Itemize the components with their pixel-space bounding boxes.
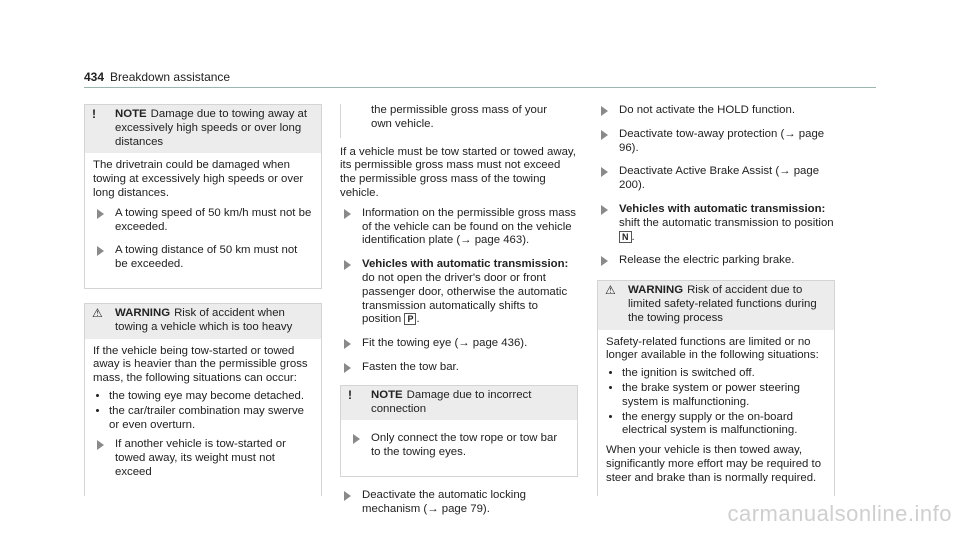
list-item: • the car/trailer combination may swerve or even overturn. (109, 405, 313, 433)
step-bold-label: Vehicles with automatic transmission: (619, 202, 826, 215)
column-3 (597, 104, 835, 496)
arrow-icon (344, 491, 351, 501)
intro-text: If a vehicle must be tow started or towed away, its permissible gross mass must not exceed the permissible gross mass of the towing vehicle. (340, 145, 576, 199)
instruction-step: Vehicles with automatic transmission: shift the automatic transmission to position N . (597, 203, 835, 244)
instruction-step (93, 438, 313, 479)
step-text: do not open the driver's door or front passenger door, otherwise the automatic transmission automatically shifts to position (362, 271, 568, 326)
warning-title: Risk of accident due to limited safety-related functions during the towing process (628, 284, 817, 324)
column-2 (340, 104, 578, 527)
warning-bullet-list (93, 390, 313, 432)
instruction-step: Vehicles with automatic transmission: do not open the driver's door or front passenger door, otherwise the automatic transmission automatically shifts to position P . (340, 258, 578, 327)
warning-triangle-icon: ⚠ (92, 305, 103, 320)
step-text: A towing speed of 50 km/h must not be exceeded. (115, 206, 312, 233)
column-1 (84, 104, 322, 496)
instruction-step (93, 244, 313, 272)
list-item: • the towing eye may become detached. (109, 390, 313, 404)
instruction-step (597, 165, 835, 193)
arrow-icon (97, 209, 104, 219)
step-text: Deactivate the automatic locking mechanism (→ page 79). (362, 488, 526, 515)
section-title: Breakdown assistance (110, 70, 231, 84)
warning-label: WARNING (628, 284, 684, 297)
arrow-icon (97, 440, 104, 450)
arrow-icon (601, 167, 608, 177)
arrow-icon (344, 209, 351, 219)
instruction-step (597, 104, 835, 118)
note-header (341, 386, 577, 421)
warning-title: Risk of accident when towing a vehicle which is too heavy (115, 306, 293, 333)
instruction-step (340, 489, 578, 517)
warning-label: WARNING (115, 306, 171, 319)
note-label: NOTE (371, 388, 403, 401)
exclamation-icon: ! (92, 107, 96, 121)
step-text: Deactivate Active Brake Assist (→ page 200). (619, 165, 820, 192)
list-item: • the energy supply or the on-board electrical system is malfunctioning. (622, 411, 826, 439)
warning-tail-text: When your vehicle is then towed away, significantly more effort may be required to steer and brake than is normally required. (606, 444, 822, 484)
continuation-text: the permissible gross mass of your own vehicle. (371, 104, 547, 130)
step-text: Information on the permissible gross mass of the vehicle can be found on the vehicle identification plate (→ page 463). (362, 206, 576, 247)
warning-continuation (340, 104, 578, 138)
warning-bullet-list (606, 367, 826, 438)
warning-header (85, 304, 321, 339)
warning-text: If the vehicle being tow-started or towed away is heavier than the permissible gross mass, the following situations can occur: (93, 344, 308, 385)
instruction-step (349, 432, 569, 460)
warning-body (598, 330, 834, 496)
watermark: carmanualsonline.info (727, 501, 952, 526)
step-text: A towing distance of 50 km must not be exceeded. (115, 244, 298, 271)
gear-position-p-icon: P (404, 313, 416, 325)
step-text: Deactivate tow-away protection (→ page 96). (619, 127, 825, 154)
instruction-step (597, 254, 835, 268)
gear-position-n-icon: N (619, 231, 632, 243)
note-body (341, 420, 577, 476)
note-label: NOTE (115, 108, 147, 120)
step-text: Fasten the tow bar. (362, 360, 459, 373)
arrow-icon (353, 434, 360, 444)
page-header (84, 70, 230, 84)
step-text: shift the automatic transmission to position (619, 216, 834, 229)
step-text: Release the electric parking brake. (619, 254, 795, 267)
arrow-icon (601, 256, 608, 266)
note-title: Damage due to towing away at excessively high speeds or over long distances (115, 108, 308, 148)
step-bold-label: Vehicles with automatic transmission: (362, 258, 569, 271)
instruction-step (340, 361, 578, 375)
arrow-icon (601, 205, 608, 215)
warning-box-heavy-vehicle (84, 303, 322, 496)
warning-triangle-icon: ⚠ (605, 283, 616, 298)
warning-header (598, 281, 834, 329)
step-text: Fit the towing eye (→ page 436). (362, 337, 528, 350)
instruction-step (597, 128, 835, 156)
arrow-icon (344, 339, 351, 349)
list-item: • the brake system or power steering system is malfunctioning. (622, 382, 826, 410)
step-text: If another vehicle is tow-started or towed away, its weight must not exceed (115, 438, 286, 478)
warning-body (85, 339, 321, 496)
warning-text: Safety-related functions are limited or no longer available in the following situations: (606, 335, 819, 362)
instruction-step (93, 207, 313, 235)
exclamation-icon: ! (348, 387, 352, 402)
arrow-icon (97, 246, 104, 256)
header-rule (84, 87, 876, 88)
step-text: Only connect the tow rope or tow bar to the towing eyes. (371, 432, 558, 459)
instruction-step (340, 207, 578, 248)
note-title: Damage due to incorrect connection (371, 388, 532, 415)
note-box-towing-speed (84, 104, 322, 289)
list-item: • the ignition is switched off. (622, 367, 826, 381)
note-text: The drivetrain could be damaged when towing at excessively high speeds or over long distances. (93, 159, 304, 199)
instruction-step (340, 337, 578, 351)
note-box-connection (340, 385, 578, 477)
page-number: 434 (84, 70, 105, 84)
note-header (85, 105, 321, 153)
step-text: Do not activate the HOLD function. (619, 104, 796, 116)
warning-box-limited-safety (597, 280, 835, 495)
arrow-icon (601, 106, 608, 116)
note-body (85, 153, 321, 288)
arrow-icon (601, 130, 608, 140)
arrow-icon (344, 260, 351, 270)
arrow-icon (344, 363, 351, 373)
